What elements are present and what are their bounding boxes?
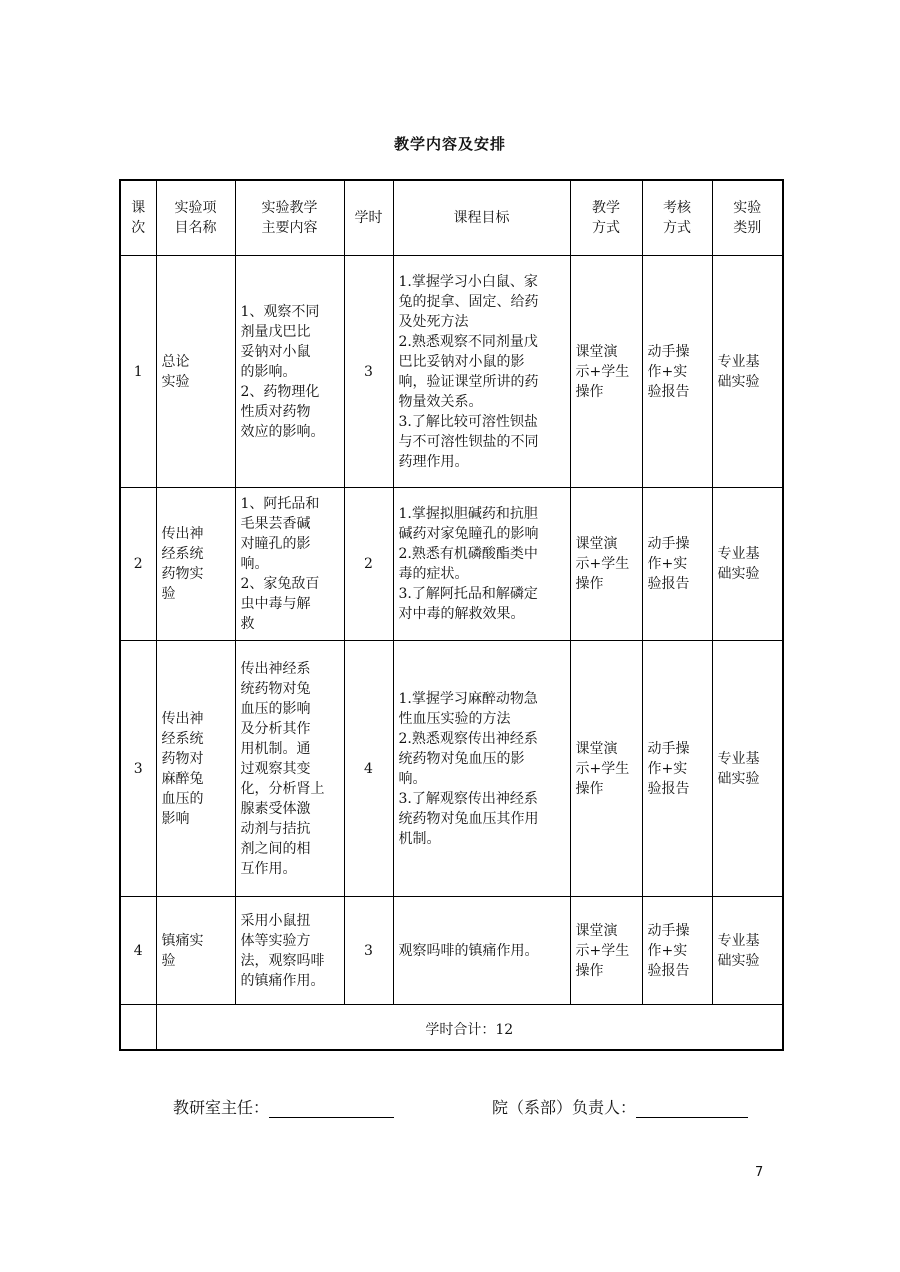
row-hours: 3 (344, 897, 393, 1005)
signature-dean-label: 院（系部）负责人： (492, 1098, 637, 1117)
header-exam: 考核 方式 (642, 180, 712, 256)
header-name: 实验项 目名称 (156, 180, 235, 256)
signature-director-line (269, 1099, 394, 1118)
table-row (120, 256, 783, 488)
row-name: 传出神 经系统 药物对 麻醉兔 血压的 影响 (156, 641, 235, 897)
signature-dean-line (636, 1099, 748, 1118)
row-hours: 4 (344, 641, 393, 897)
table-row (120, 641, 783, 897)
row-content: 传出神经系 统药物对兔 血压的影响 及分析其作 用机制。通 过观察其变 化，分析肾上 腺素受体激 动剂与拮抗 剂之间的相 互作用。 (235, 641, 344, 897)
table-row (120, 488, 783, 641)
row-goal: 1.掌握学习麻醉动物急 性血压实验的方法 2.熟悉观察传出神经系 统药物对兔血压的影 响。 3.了解观察传出神经系 统药物对兔血压其作用 机制。 (393, 641, 570, 897)
page-title: 教学内容及安排 (393, 135, 506, 153)
row-type: 专业基 础实验 (712, 488, 783, 641)
total-row (120, 1005, 783, 1051)
row-name: 总论 实验 (156, 256, 235, 488)
row-num: 4 (120, 897, 156, 1005)
table-row (120, 897, 783, 1005)
header-num: 课 次 (120, 180, 156, 256)
header-goal: 课程目标 (393, 180, 570, 256)
row-num: 1 (120, 256, 156, 488)
teaching-plan-table (119, 179, 784, 1051)
row-method: 课堂演 示+学生 操作 (570, 488, 642, 641)
header-hours: 学时 (344, 180, 393, 256)
row-content: 采用小鼠扭 体等实验方 法，观察吗啡 的镇痛作用。 (235, 897, 344, 1005)
row-method: 课堂演 示+学生 操作 (570, 256, 642, 488)
row-exam: 动手操 作+实 验报告 (642, 897, 712, 1005)
header-type: 实验 类别 (712, 180, 783, 256)
signature-director (173, 1095, 394, 1118)
row-hours: 3 (344, 256, 393, 488)
row-hours: 2 (344, 488, 393, 641)
header-content: 实验教学 主要内容 (235, 180, 344, 256)
row-name: 传出神 经系统 药物实 验 (156, 488, 235, 641)
signature-director-label: 教研室主任： (173, 1098, 270, 1117)
row-method: 课堂演 示+学生 操作 (570, 641, 642, 897)
row-name: 镇痛实 验 (156, 897, 235, 1005)
row-exam: 动手操 作+实 验报告 (642, 256, 712, 488)
row-num: 3 (120, 641, 156, 897)
total-spacer-cell (120, 1005, 156, 1051)
page-number: 7 (755, 1165, 764, 1180)
row-type: 专业基 础实验 (712, 256, 783, 488)
row-type: 专业基 础实验 (712, 897, 783, 1005)
row-exam: 动手操 作+实 验报告 (642, 641, 712, 897)
row-goal: 观察吗啡的镇痛作用。 (393, 897, 570, 1005)
table-header-row (120, 180, 783, 256)
total-hours: 学时合计：12 (156, 1005, 783, 1051)
row-method: 课堂演 示+学生 操作 (570, 897, 642, 1005)
row-goal: 1.掌握拟胆碱药和抗胆 碱药对家兔瞳孔的影响 2.熟悉有机磷酸酯类中 毒的症状。 3.了解阿托品和解磷定 对中毒的解救效果。 (393, 488, 570, 641)
row-content: 1、观察不同 剂量戊巴比 妥钠对小鼠 的影响。 2、药物理化 性质对药物 效应的影响。 (235, 256, 344, 488)
signature-dean (492, 1095, 748, 1118)
row-content: 1、阿托品和 毛果芸香碱 对瞳孔的影 响。 2、家兔敌百 虫中毒与解 救 (235, 488, 344, 641)
row-exam: 动手操 作+实 验报告 (642, 488, 712, 641)
header-method: 教学 方式 (570, 180, 642, 256)
row-type: 专业基 础实验 (712, 641, 783, 897)
row-goal: 1.掌握学习小白鼠、家 兔的捉拿、固定、给药 及处死方法 2.熟悉观察不同剂量戊 巴比妥钠对小鼠的影 响，验证课堂所讲的药 物量效关系。 3.了解比较可溶性钡盐 与不可溶性钡盐的不同 药理作用。 (393, 256, 570, 488)
row-num: 2 (120, 488, 156, 641)
